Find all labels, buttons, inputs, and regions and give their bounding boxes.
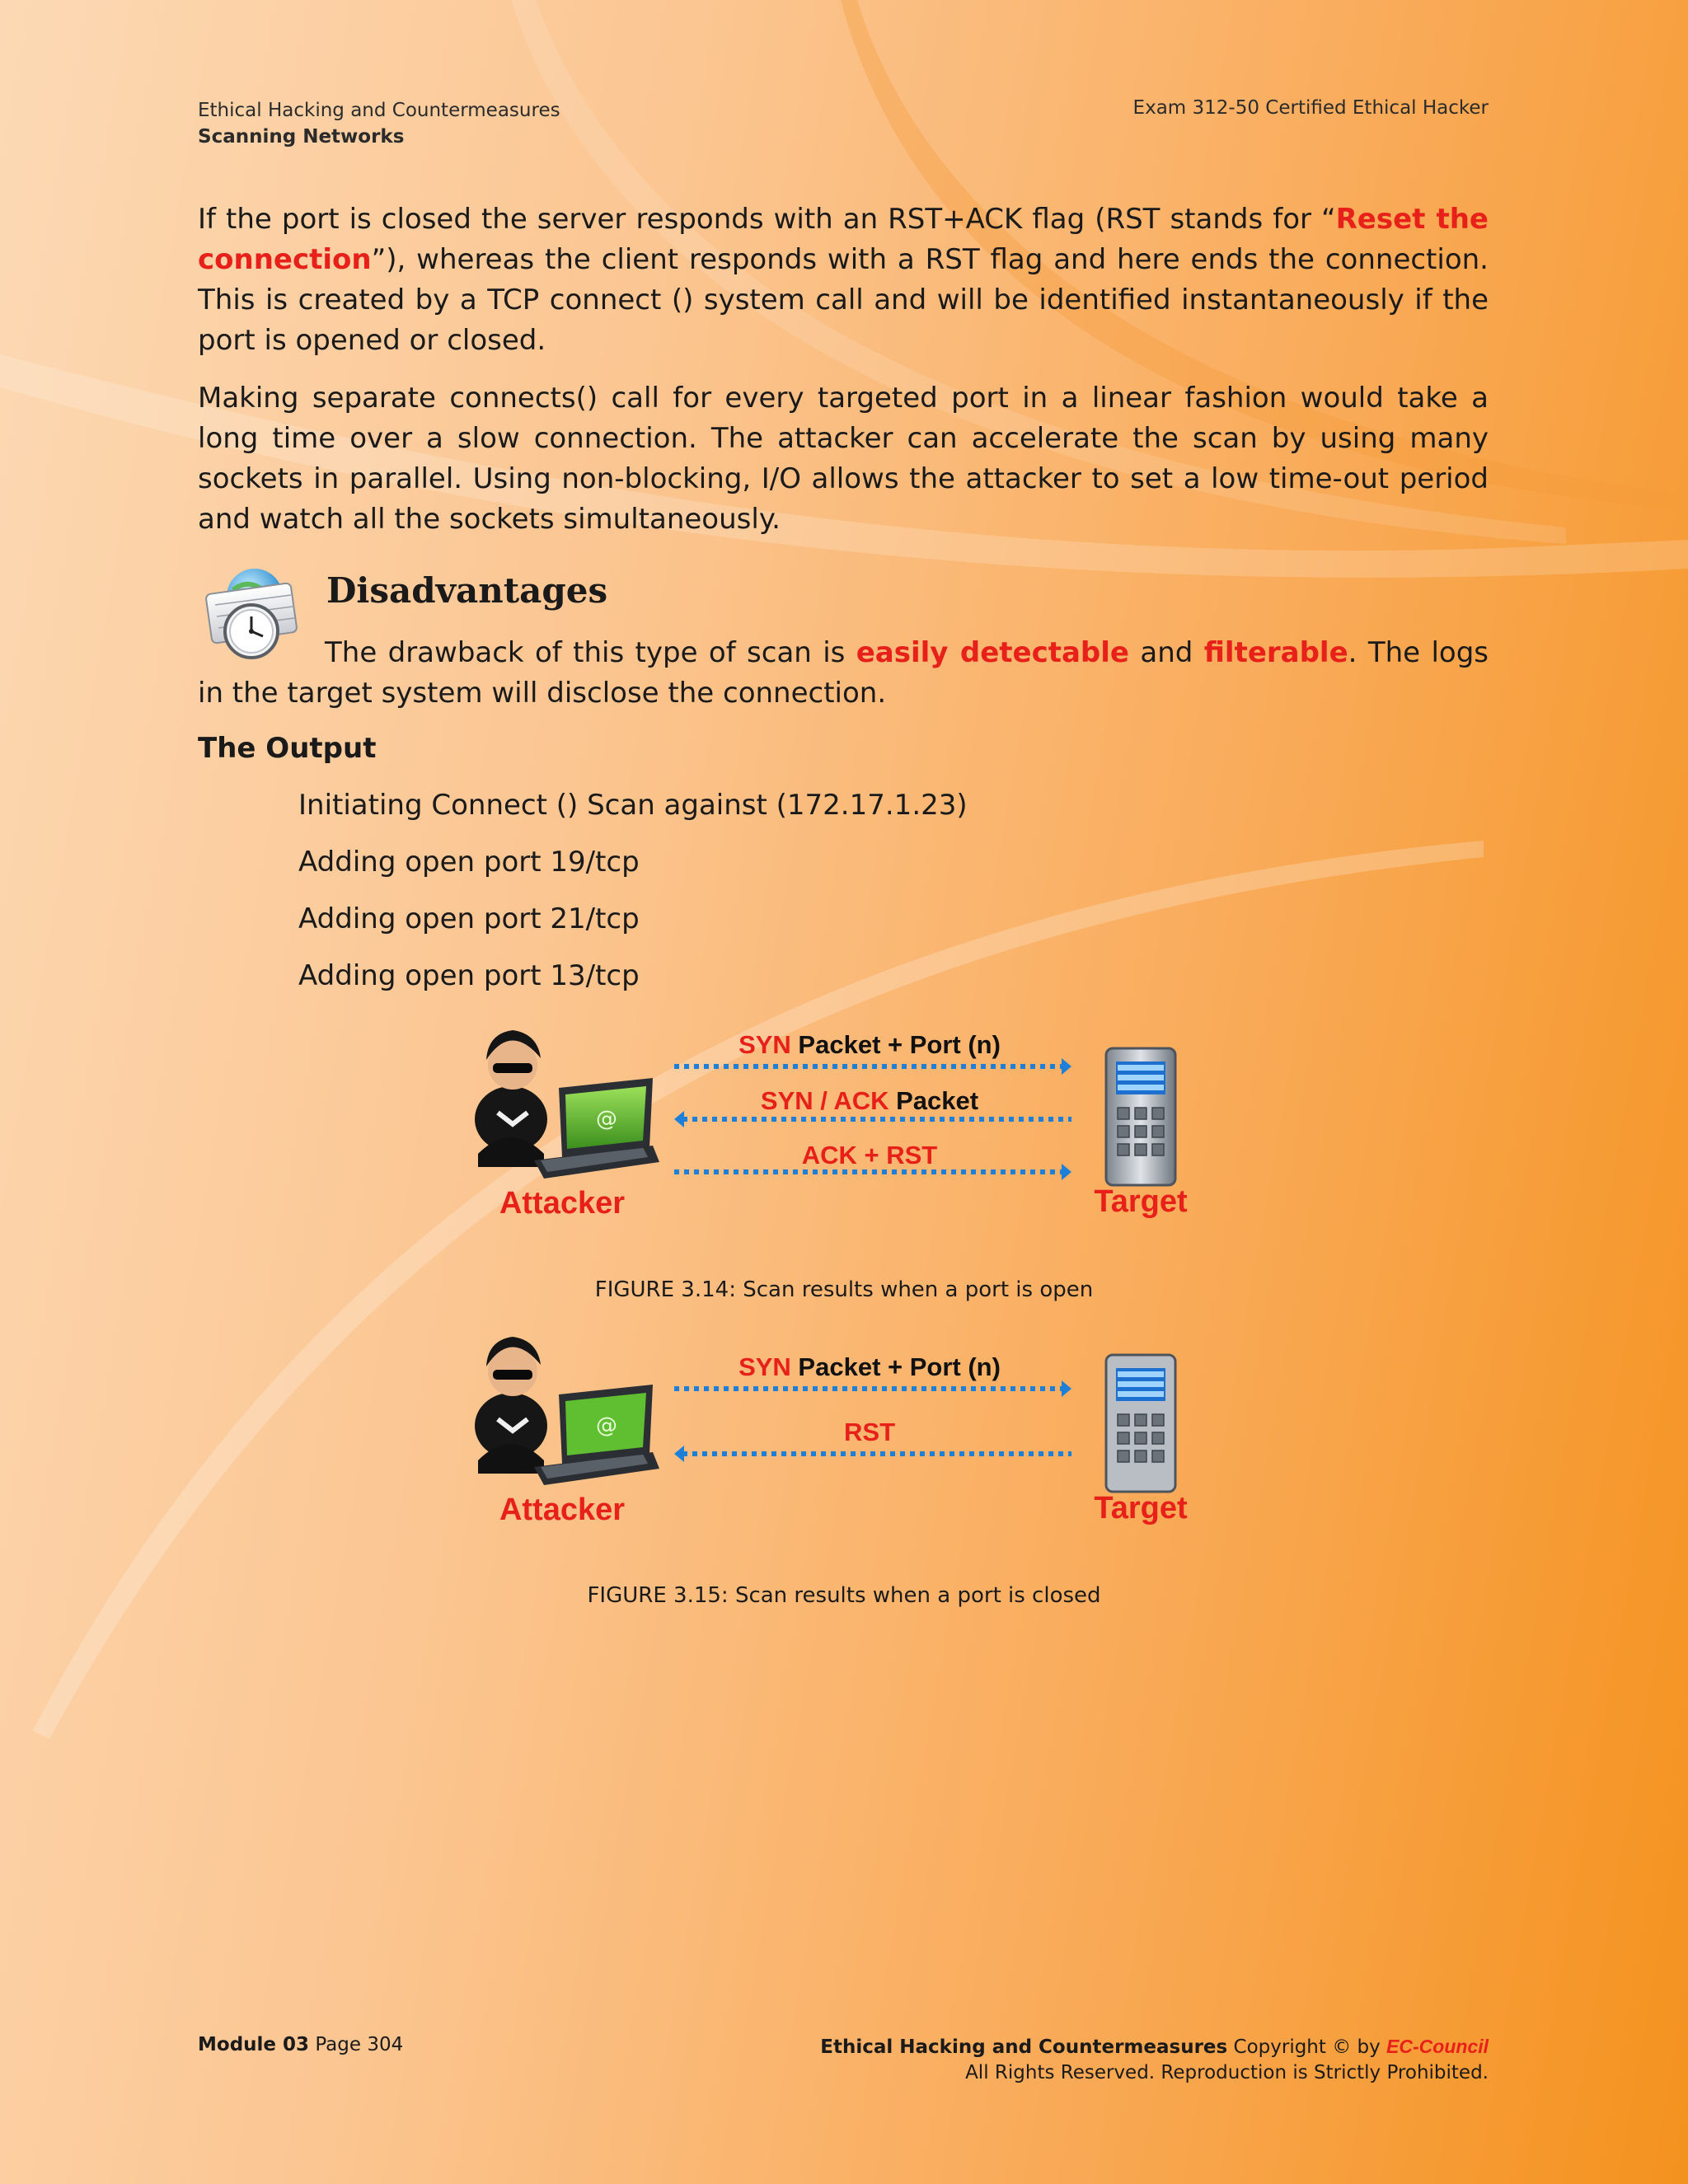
attacker-hacker-icon bbox=[475, 1030, 547, 1167]
paragraph-text: The drawback of this type of scan is bbox=[325, 636, 856, 669]
output-line: Initiating Connect () Scan against (172.17.1.23) bbox=[298, 789, 968, 822]
laptop-icon bbox=[534, 1385, 659, 1485]
flag-label: SYN / ACK bbox=[760, 1086, 889, 1115]
arrowhead-right bbox=[1062, 1058, 1071, 1075]
arrowhead-left bbox=[674, 1111, 684, 1127]
target-label: Target bbox=[1094, 1184, 1188, 1219]
attacker-label: Attacker bbox=[499, 1186, 626, 1221]
message-rst: RST bbox=[844, 1418, 895, 1446]
paragraph-text: ”), whereas the client responds with a RST flag and here ends the connection. This is created by a TCP connect () system call and will be identified instantaneously if the port is opened or closed. bbox=[198, 243, 1489, 357]
svg-text:@: @ bbox=[596, 1413, 617, 1438]
footer-course: Ethical Hacking and Countermeasures bbox=[820, 2036, 1228, 2058]
paragraph-text: and bbox=[1128, 636, 1204, 669]
highlight-easily-detectable: easily detectable bbox=[856, 636, 1129, 669]
laptop-icon bbox=[534, 1078, 659, 1179]
target-label: Target bbox=[1094, 1491, 1188, 1526]
footer-copyright-text: Copyright © by bbox=[1227, 2036, 1387, 2058]
figure-port-open bbox=[462, 1022, 1203, 1244]
target-server-icon bbox=[1106, 1355, 1175, 1492]
attacker-label: Attacker bbox=[499, 1493, 626, 1527]
arrowhead-right bbox=[1062, 1380, 1071, 1397]
figure-caption: FIGURE 3.15: Scan results when a port is closed bbox=[587, 1583, 1101, 1608]
footer-page-number: Page 304 bbox=[309, 2034, 404, 2055]
header-exam-title: Exam 312-50 Certified Ethical Hacker bbox=[1132, 97, 1489, 119]
paragraph-disadvantages bbox=[198, 633, 1489, 714]
message-syn-ack bbox=[761, 1086, 978, 1115]
output-line: Adding open port 21/tcp bbox=[298, 902, 640, 935]
page-header-left bbox=[198, 97, 560, 150]
paragraph-closed-port bbox=[198, 199, 1489, 361]
svg-text:@: @ bbox=[596, 1107, 617, 1132]
figure-caption: FIGURE 3.14: Scan results when a port is open bbox=[594, 1277, 1094, 1302]
footer-module: Module 03 bbox=[198, 2034, 310, 2055]
paragraph-text: . The logs in the target system will disclose the connection. bbox=[198, 636, 1489, 710]
ec-council-logo: EC-Council bbox=[1386, 2036, 1489, 2057]
header-chapter-title: Scanning Networks bbox=[198, 126, 405, 148]
paragraph-text: If the port is closed the server responds with an RST+ACK flag (RST stands for “ bbox=[198, 203, 1336, 236]
target-server-icon bbox=[1106, 1048, 1175, 1185]
highlight-filterable: filterable bbox=[1203, 636, 1348, 669]
footer-page-info bbox=[198, 2034, 403, 2055]
section-title-disadvantages: Disadvantages bbox=[326, 570, 608, 611]
arrowhead-left bbox=[674, 1446, 684, 1462]
figure-port-closed bbox=[462, 1329, 1203, 1551]
paragraph-connect-calls: Making separate connects() call for every targeted port in a linear fashion would take a long time over a slow connection. The attacker can accelerate the scan by using many sockets in parallel. Using non-blocking, I/O allows the attacker to set a low time-out period and watch all the sockets simultaneously. bbox=[198, 382, 1489, 536]
attacker-hacker-icon bbox=[475, 1337, 547, 1474]
header-course-title: Ethical Hacking and Countermeasures bbox=[198, 100, 560, 121]
output-line: Adding open port 13/tcp bbox=[298, 959, 640, 992]
message-text: Packet + Port (n) bbox=[790, 1030, 1001, 1059]
output-heading: The Output bbox=[198, 732, 377, 765]
message-ack-rst: ACK + RST bbox=[801, 1141, 938, 1169]
output-line: Adding open port 19/tcp bbox=[298, 846, 640, 879]
footer-copyright bbox=[820, 2034, 1489, 2086]
flag-label: SYN bbox=[738, 1030, 791, 1059]
flag-label: SYN bbox=[738, 1352, 791, 1381]
message-text: Packet + Port (n) bbox=[790, 1352, 1001, 1381]
message-text: Packet bbox=[889, 1086, 979, 1115]
message-syn bbox=[738, 1352, 1001, 1381]
arrowhead-right bbox=[1062, 1164, 1071, 1180]
highlight-reset-connection: Reset the connection bbox=[198, 203, 1489, 276]
message-syn bbox=[738, 1030, 1001, 1059]
footer-rights: All Rights Reserved. Reproduction is Strictly Prohibited. bbox=[965, 2062, 1489, 2083]
